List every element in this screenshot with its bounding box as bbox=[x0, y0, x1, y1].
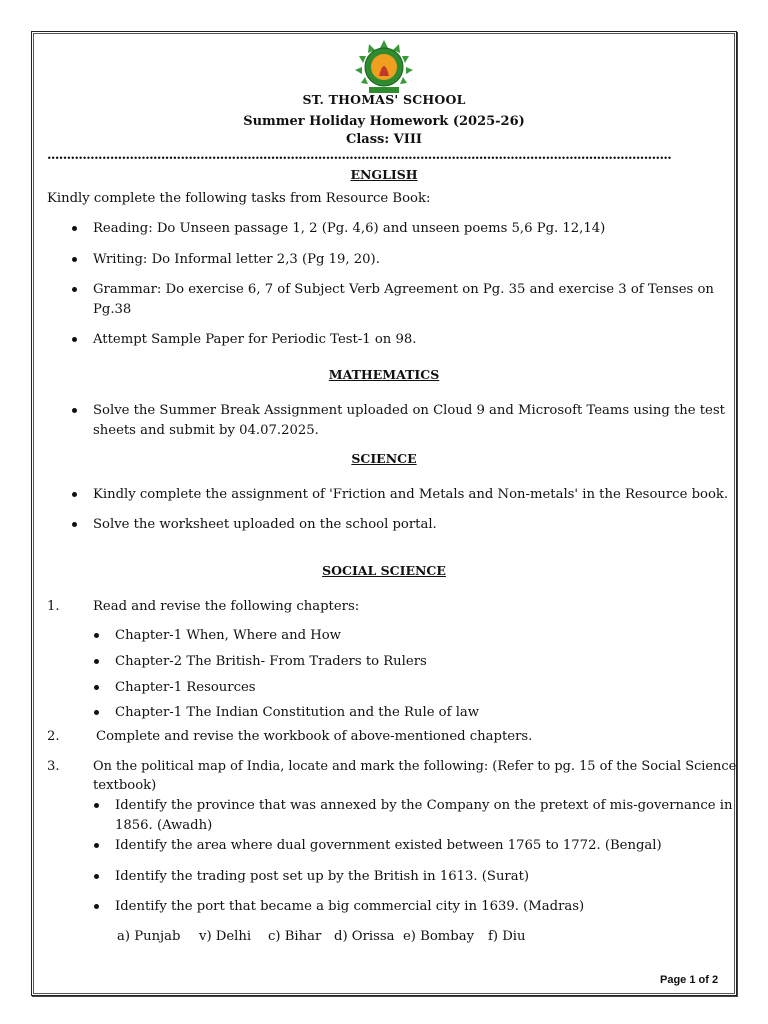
english-item-reading: Reading: Do Unseen passage 1, 2 (Pg. 4,6) and unseen poems 5,6 Pg. 12,14) bbox=[93, 219, 605, 239]
english-item-grammar: Grammar: Do exercise 6, 7 of Subject Verb Agreement on Pg. 35 and exercise 3 of Tenses on bbox=[93, 280, 714, 300]
homework-title: Summer Holiday Homework (2025-26) bbox=[243, 114, 525, 129]
math-item: Solve the Summer Break Assignment uploaded on Cloud 9 and Microsoft Teams using the test bbox=[93, 401, 725, 421]
place-option: a) Punjab bbox=[117, 929, 181, 944]
dotted-divider: ............................................................................................................................................................... bbox=[47, 148, 672, 163]
english-intro: Kindly complete the following tasks from Resource Book: bbox=[47, 191, 431, 206]
task-1-text: Read and revise the following chapters: bbox=[93, 599, 360, 614]
english-item-writing: Writing: Do Informal letter 2,3 (Pg 19, 20). bbox=[93, 250, 380, 270]
mathematics-heading: MATHEMATICS bbox=[328, 367, 440, 382]
map-item-surat: Identify the trading post set up by the British in 1613. (Surat) bbox=[115, 867, 529, 887]
task-number-1: 1. bbox=[47, 599, 60, 614]
task-2-text: Complete and revise the workbook of above-mentioned chapters. bbox=[96, 729, 533, 744]
map-item-madras: Identify the port that became a big commercial city in 1639. (Madras) bbox=[115, 897, 584, 917]
map-item-awadh: Identify the province that was annexed by the Company on the pretext of mis-governance in bbox=[115, 796, 732, 816]
english-item-sample-paper: Attempt Sample Paper for Periodic Test-1 on 98. bbox=[93, 330, 416, 350]
map-item-bengal: Identify the area where dual government existed between 1765 to 1772. (Bengal) bbox=[115, 836, 662, 856]
school-name: ST. THOMAS' SCHOOL bbox=[302, 92, 466, 107]
social-science-heading: SOCIAL SCIENCE bbox=[322, 563, 446, 578]
map-item-awadh-cont: 1856. (Awadh) bbox=[115, 818, 213, 833]
task-3-text: On the political map of India, locate and mark the following: (Refer to pg. 15 of the Social Science bbox=[93, 759, 737, 774]
class-label: Class: VIII bbox=[345, 132, 422, 147]
task-number-2: 2. bbox=[47, 729, 60, 744]
place-option: v) Delhi bbox=[199, 929, 252, 944]
school-crest-logo bbox=[351, 38, 417, 96]
task-number-3: 3. bbox=[47, 759, 60, 774]
chapter-item: Chapter-1 Resources bbox=[115, 678, 256, 698]
place-option: c) Bihar bbox=[268, 929, 322, 944]
place-option: e) Bombay bbox=[403, 929, 475, 944]
task-3-text-cont: textbook) bbox=[93, 778, 157, 793]
science-item-assignment: Kindly complete the assignment of 'Friction and Metals and Non-metals' in the Resource book. bbox=[93, 485, 728, 505]
place-option: f) Diu bbox=[488, 929, 526, 944]
science-item-worksheet: Solve the worksheet uploaded on the school portal. bbox=[93, 515, 437, 535]
page-number: Page 1 of 2 bbox=[660, 974, 719, 986]
place-option: d) Orissa bbox=[334, 929, 395, 944]
chapter-item: Chapter-2 The British- From Traders to Rulers bbox=[115, 652, 427, 672]
chapter-item: Chapter-1 When, Where and How bbox=[115, 626, 341, 646]
science-heading: SCIENCE bbox=[351, 451, 417, 466]
english-heading: ENGLISH bbox=[350, 167, 418, 182]
chapter-item: Chapter-1 The Indian Constitution and the Rule of law bbox=[115, 703, 479, 723]
math-item-cont: sheets and submit by 04.07.2025. bbox=[93, 423, 319, 438]
english-item-grammar-cont: Pg.38 bbox=[93, 302, 132, 317]
